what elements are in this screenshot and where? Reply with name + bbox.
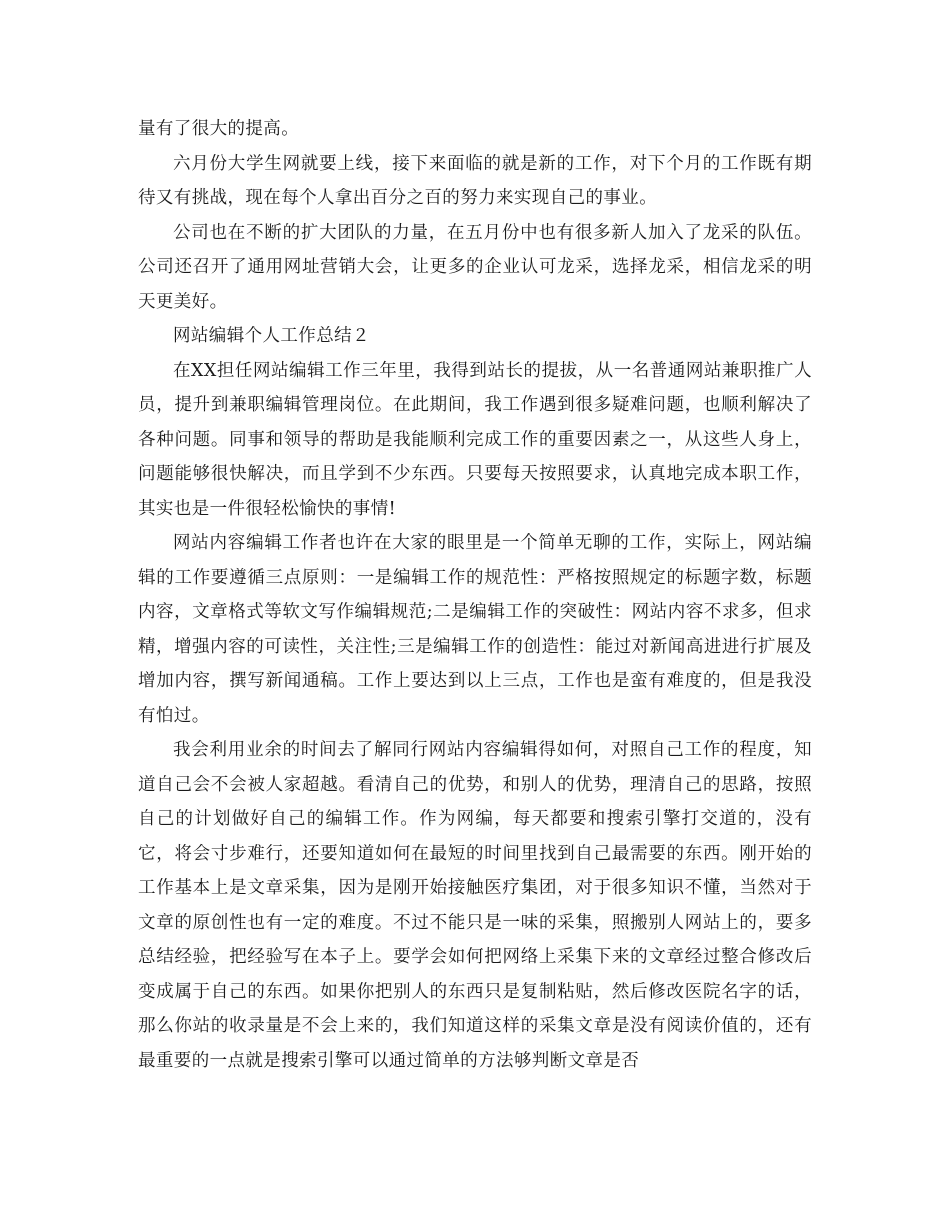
paragraph-continuation: 量有了很大的提高。 — [138, 119, 300, 139]
section-heading: 网站编辑个人工作总结２ — [173, 326, 370, 346]
paragraph-promotion: 在XX担任网站编辑工作三年里，我得到站长的提拔，从一名普通网站兼职推广人员，提升到兼职编辑管理岗位。在此期间，我工作遇到很多疑难问题，也顺利解决了各种问题。同事和领导的帮助是我能顺利完成工作的重要因素之一，从这些人身上，问题能够很快解决，而且学到不少东西。只要每天按照要求，认真地完成本职工作，其实也是一件很轻松愉快的事情! — [138, 360, 812, 519]
paragraph-team-growth: 公司也在不断的扩大团队的力量，在五月份中也有很多新人加入了龙采的队伍。公司还召开了通用网址营销大会，让更多的企业认可龙采，选择龙采，相信龙采的明天更美好。 — [138, 222, 812, 312]
paragraph-june-plan: 六月份大学生网就要上线，接下来面临的就是新的工作，对下个月的工作既有期待又有挑战，现在每个人拿出百分之百的努力来实现自己的事业。 — [138, 153, 812, 208]
paragraph-principles: 网站内容编辑工作者也许在大家的眼里是一个简单无聊的工作，实际上，网站编辑的工作要遵循三点原则：一是编辑工作的规范性：严格按照规定的标题字数，标题内容，文章格式等软文写作编辑规范;二是编辑工作的突破性：网站内容不求多，但求精，增强内容的可读性，关注性;三是编辑工作的创造性：能过对新闻高进进行扩展及增加内容，撰写新闻通稿。工作上要达到以上三点，工作也是蛮有难度的，但是我没有怕过。 — [138, 533, 812, 726]
document-body — [138, 112, 812, 1078]
paragraph-methods: 我会利用业余的时间去了解同行网站内容编辑得如何，对照自己工作的程度，知道自己会不会被人家超越。看清自己的优势，和别人的优势，理清自己的思路，按照自己的计划做好自己的编辑工作。作为网编，每天都要和搜索引擎打交道的，没有它，将会寸步难行，还要知道如何在最短的时间里找到自己最需要的东西。刚开始的工作基本上是文章采集，因为是刚开始接触医疗集团，对于很多知识不懂，当然对于文章的原创性也有一定的难度。不过不能只是一味的采集，照搬别人网站上的，要多总结经验，把经验写在本子上。要学会如何把网络上采集下来的文章经过整合修改后变成属于自己的东西。如果你把别人的东西只是复制粘贴，然后修改医院名字的话，那么你站的收录量是不会上来的，我们知道这样的采集文章是没有阅读价值的，还有最重要的一点就是搜索引擎可以通过简单的方法够判断文章是否 — [138, 740, 812, 1071]
